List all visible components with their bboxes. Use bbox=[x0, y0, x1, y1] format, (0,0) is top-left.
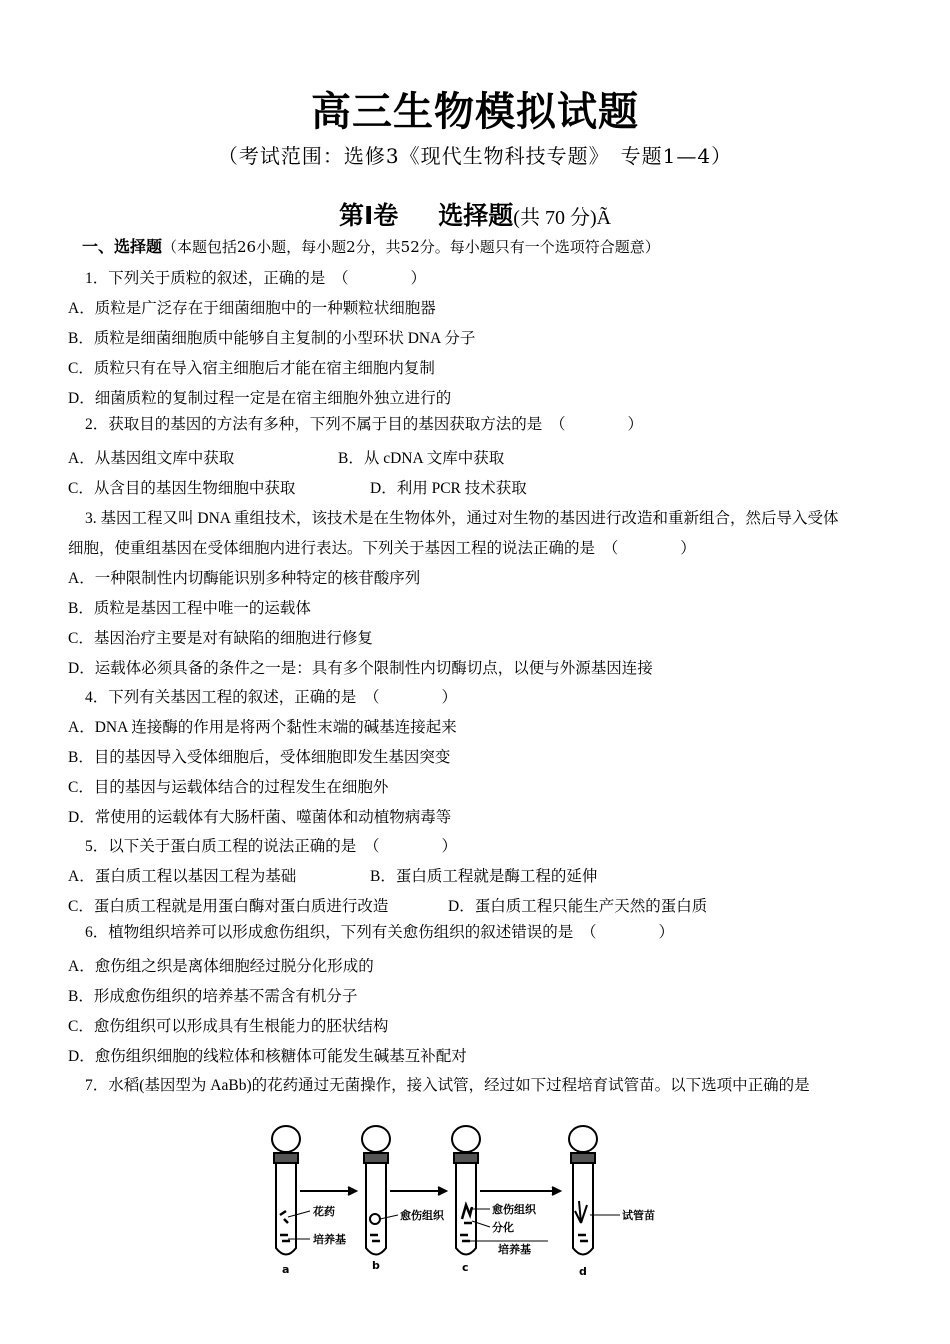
option: A．质粒是广泛存在于细菌细胞中的一种颗粒状细胞器 bbox=[68, 300, 436, 317]
option-row bbox=[68, 446, 504, 468]
option: B．质粒是基因工程中唯一的运载体 bbox=[68, 600, 311, 617]
exam-scope: （考试范围：选修3《现代生物科技专题》 专题1—4） bbox=[217, 144, 733, 168]
option-row bbox=[68, 894, 707, 916]
section-main: 第Ⅰ卷 bbox=[338, 201, 399, 230]
option: C．愈伤组织可以形成具有生根能力的胚状结构 bbox=[68, 1018, 389, 1035]
option: B．蛋白质工程就是酶工程的延伸 bbox=[370, 868, 598, 885]
tube-label-b: b bbox=[372, 1259, 380, 1272]
answer-paren: （ ） bbox=[588, 924, 675, 941]
part-heading bbox=[82, 234, 660, 257]
option: B．形成愈伤组织的培养基不需含有机分子 bbox=[68, 988, 358, 1005]
option: A．愈伤组之织是离体细胞经过脱分化形成的 bbox=[68, 958, 374, 975]
option: D．细菌质粒的复制过程一定是在宿主细胞外独立进行的 bbox=[68, 390, 452, 407]
label-differentiation: 分化 bbox=[492, 1221, 514, 1234]
tube-diagram bbox=[258, 1123, 658, 1280]
answer-paren: （ ） bbox=[371, 689, 458, 706]
question-4-stem: 4．下列有关基因工程的叙述，正确的是 （ ） bbox=[85, 689, 458, 706]
option: C．从含目的基因生物细胞中获取 bbox=[68, 480, 296, 497]
label-anther: 花药 bbox=[313, 1205, 335, 1218]
page-title: 高三生物模拟试题 bbox=[311, 89, 639, 135]
test-tube-a bbox=[272, 1126, 300, 1255]
part-desc: （本题包括26小题，每小题2分，共52分。每小题只有一个选项符合题意） bbox=[162, 238, 660, 256]
question-5-stem: 5．以下关于蛋白质工程的说法正确的是 （ ） bbox=[85, 838, 458, 855]
test-tube-c bbox=[452, 1126, 480, 1255]
option: B．从 cDNA 文库中获取 bbox=[338, 450, 505, 467]
question-1-stem: 1．下列关于质粒的叙述，正确的是 （ ） bbox=[85, 270, 427, 287]
option-row bbox=[68, 476, 527, 498]
option: A．蛋白质工程以基因工程为基础 bbox=[68, 868, 297, 885]
tube-label-a: a bbox=[282, 1263, 290, 1276]
option: A．从基因组文库中获取 bbox=[68, 450, 235, 467]
label-medium-c: 培养基 bbox=[498, 1243, 531, 1256]
option: D．利用 PCR 技术获取 bbox=[370, 480, 527, 497]
question-3-stem: 3. 基因工程又叫 DNA 重组技术，该技术是在生物体外，通过对生物的基因进行改造和重新组合，然后导入受体 bbox=[85, 510, 839, 527]
tissue-culture-figure bbox=[258, 1123, 658, 1280]
section-heading bbox=[0, 196, 950, 232]
option: D．常使用的运载体有大肠杆菌、噬菌体和动植物病毒等 bbox=[68, 809, 452, 826]
section-points: (共 70 分)Ã bbox=[513, 207, 612, 229]
option: C．目的基因与运载体结合的过程发生在细胞外 bbox=[68, 779, 389, 796]
option: C．蛋白质工程就是用蛋白酶对蛋白质进行改造 bbox=[68, 898, 389, 915]
question-7-stem: 7．水稻(基因型为 AaBb)的花药通过无菌操作，接入试管，经过如下过程培育试管苗。以下选项中正确的是 bbox=[85, 1077, 810, 1094]
option: D．愈伤组织细胞的线粒体和核糖体可能发生碱基互补配对 bbox=[68, 1048, 467, 1065]
question-3-stem-cont: 细胞，使重组基因在受体细胞内进行表达。下列关于基因工程的说法正确的是 （ ） bbox=[68, 540, 696, 557]
option: A．一种限制性内切酶能识别多种特定的核苷酸序列 bbox=[68, 570, 421, 587]
option: A．DNA 连接酶的作用是将两个黏性末端的碱基连接起来 bbox=[68, 719, 457, 736]
label-seedling: 试管苗 bbox=[622, 1209, 655, 1222]
answer-paren: （ ） bbox=[610, 540, 696, 557]
tube-label-c: c bbox=[462, 1261, 469, 1274]
option: D．蛋白质工程只能生产天然的蛋白质 bbox=[448, 898, 708, 915]
label-callus-c: 愈伤组织 bbox=[492, 1203, 536, 1216]
question-2-stem: 2．获取目的基因的方法有多种，下列不属于目的基因获取方法的是 （ ） bbox=[85, 416, 644, 433]
answer-paren: （ ） bbox=[557, 416, 644, 433]
test-tube-b bbox=[362, 1126, 390, 1255]
part-label: 一、选择题 bbox=[82, 237, 163, 256]
section-sub: 选择题 bbox=[438, 201, 514, 230]
label-medium: 培养基 bbox=[313, 1233, 346, 1246]
option-row bbox=[68, 864, 597, 886]
option: D．运载体必须具备的条件之一是：具有多个限制性内切酶切点，以便与外源基因连接 bbox=[68, 660, 653, 677]
option: B．目的基因导入受体细胞后，受体细胞即发生基因突变 bbox=[68, 749, 451, 766]
tube-label-d: d bbox=[579, 1265, 587, 1278]
question-6-stem: 6．植物组织培养可以形成愈伤组织，下列有关愈伤组织的叙述错误的是 （ ） bbox=[85, 924, 675, 941]
answer-paren: （ ） bbox=[340, 270, 427, 287]
test-tube-d bbox=[569, 1126, 597, 1255]
option: C．基因治疗主要是对有缺陷的细胞进行修复 bbox=[68, 630, 373, 647]
label-callus: 愈伤组织 bbox=[400, 1209, 444, 1222]
option: B．质粒是细菌细胞质中能够自主复制的小型环状 DNA 分子 bbox=[68, 330, 476, 347]
option: C．质粒只有在导入宿主细胞后才能在宿主细胞内复制 bbox=[68, 360, 435, 377]
answer-paren: （ ） bbox=[371, 838, 458, 855]
